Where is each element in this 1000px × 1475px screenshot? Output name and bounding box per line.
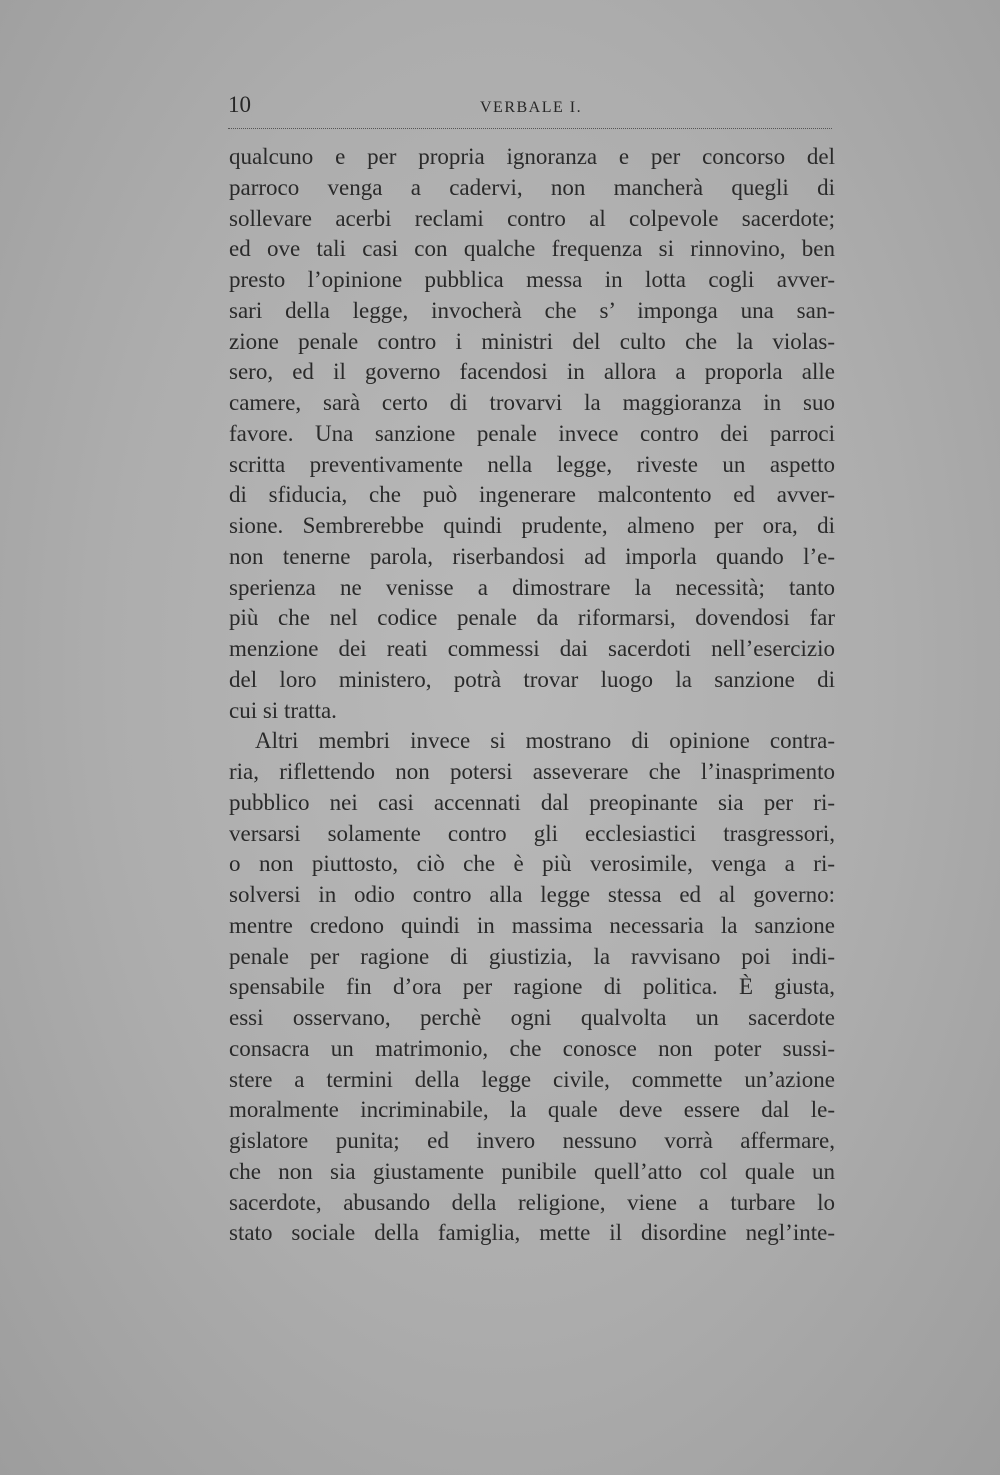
text-line: essi osservano, perchè ogni qualvolta un sacerdote xyxy=(229,1005,835,1030)
text-line: versarsi solamente contro gli ecclesiastici trasgressori, xyxy=(229,820,835,846)
text-line: presto l’opinione pubblica messa in lotta cogli avver- xyxy=(229,267,835,292)
text-line: consacra un matrimonio, che conosce non poter sussi- xyxy=(229,1035,835,1061)
text-line: zione penale contro i ministri del culto che la violas- xyxy=(229,328,835,354)
text-line: scritta preventivamente nella legge, riveste un aspetto xyxy=(229,451,835,477)
text-line: sacerdote, abusando della religione, viene a turbare lo xyxy=(229,1189,835,1215)
page-header xyxy=(228,92,832,126)
text-line: ria, riflettendo non potersi asseverare che l’inasprimento xyxy=(229,759,835,784)
text-line: più che nel codice penale da riformarsi, dovendosi far xyxy=(229,605,835,631)
header-rule xyxy=(228,128,832,129)
text-line: spensabile fin d’ora per ragione di politica. È giusta, xyxy=(229,974,835,1000)
text-line: gislatore punita; ed invero nessuno vorrà affermare, xyxy=(229,1128,835,1153)
text-line: cui si tratta. xyxy=(229,697,337,723)
text-line: sollevare acerbi reclami contro al colpevole sacerdote; xyxy=(229,205,835,231)
text-line: che non sia giustamente punibile quell’atto col quale un xyxy=(229,1158,835,1184)
text-line: Altri membri invece si mostrano di opinione contra- xyxy=(255,728,835,754)
text-line: sari della legge, invocherà che s’ imponga una san- xyxy=(229,297,835,323)
text-line: camere, sarà certo di trovarvi la maggioranza in suo xyxy=(229,390,835,415)
text-line: mentre credono quindi in massima necessaria la sanzione xyxy=(229,912,835,938)
text-line: di sfiducia, che può ingenerare malcontento ed avver- xyxy=(229,482,835,508)
running-head: VERBALE I. xyxy=(480,99,583,116)
text-line: o non piuttosto, ciò che è più verosimile, venga a ri- xyxy=(229,851,835,877)
text-line: solversi in odio contro alla legge stessa ed al governo: xyxy=(229,882,835,907)
text-line: sero, ed il governo facendosi in allora a proporla alle xyxy=(229,359,835,385)
text-line: non tenerne parola, riserbandosi ad imporla quando l’e- xyxy=(229,543,835,569)
text-line: sperienza ne venisse a dimostrare la necessità; tanto xyxy=(229,574,835,600)
text-line: parroco venga a cadervi, non mancherà quegli di xyxy=(229,174,835,200)
text-line: ed ove tali casi con qualche frequenza si rinnovino, ben xyxy=(229,236,835,262)
body-text xyxy=(229,142,835,1249)
text-line: stere a termini della legge civile, commette un’azione xyxy=(229,1066,835,1092)
text-line: favore. Una sanzione penale invece contro dei parroci xyxy=(229,420,835,446)
text-line: stato sociale della famiglia, mette il disordine negl’inte- xyxy=(229,1220,835,1246)
text-line: del loro ministero, potrà trovar luogo la sanzione di xyxy=(229,666,835,692)
text-line: qualcuno e per propria ignoranza e per concorso del xyxy=(229,144,835,169)
text-line: moralmente incriminabile, la quale deve essere dal le- xyxy=(229,1097,835,1123)
text-line: pubblico nei casi accennati dal preopinante sia per ri- xyxy=(229,789,835,815)
text-line: penale per ragione di giustizia, la ravvisano poi indi- xyxy=(229,943,835,969)
page-number: 10 xyxy=(228,92,251,117)
text-line: sione. Sembrerebbe quindi prudente, almeno per ora, di xyxy=(229,513,835,538)
text-line: menzione dei reati commessi dai sacerdoti nell’esercizio xyxy=(229,636,835,661)
